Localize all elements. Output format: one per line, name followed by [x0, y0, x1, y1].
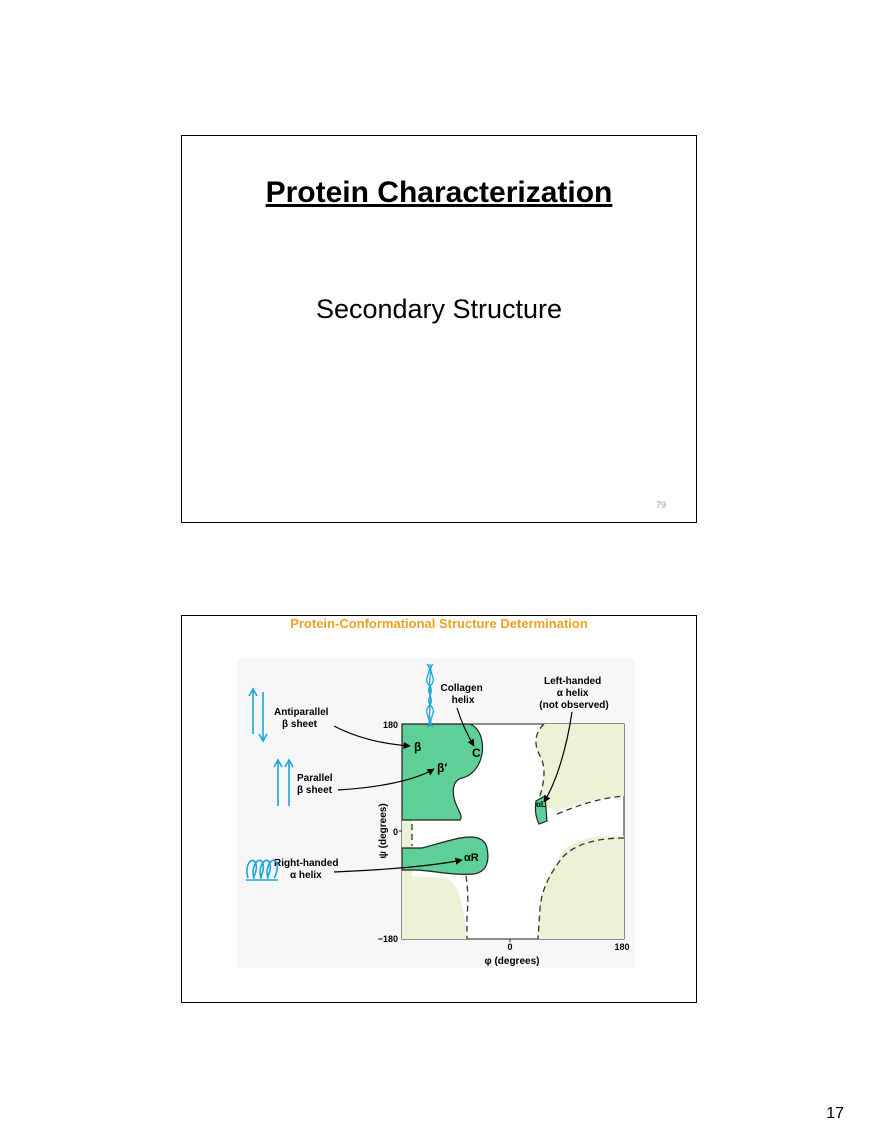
y-tick-0: 0 [392, 827, 398, 837]
x-tick-0: 0 [507, 942, 513, 952]
annotation-collagen: Collagen helix [440, 683, 483, 706]
annotation-parallel: Parallel β sheet [297, 773, 333, 796]
annotation-left-handed: Left-handed α helix (not observed) [539, 676, 609, 711]
y-tick-180: 180 [382, 720, 398, 730]
y-axis-title: ψ (degrees) [378, 803, 389, 859]
slide-ramachandran [181, 615, 697, 1003]
region-label-alpha-r: αR [464, 852, 479, 864]
arrow-antiparallel [334, 726, 410, 746]
region-label-beta-prime: β′ [437, 761, 448, 775]
antiparallel-sheet-icon [249, 689, 267, 741]
x-axis-title: φ (degrees) [484, 956, 540, 967]
ramachandran-plot [182, 616, 696, 1002]
slide-subtitle: Secondary Structure [315, 294, 563, 324]
y-tick-minus-180: −180 [377, 934, 398, 944]
x-tick-180: 180 [614, 942, 630, 952]
region-label-alpha-l: αL [536, 800, 546, 809]
collagen-helix-icon [427, 664, 434, 727]
slide-number: 79 [655, 500, 666, 510]
region-label-collagen: C [472, 746, 481, 760]
page-number: 17 [826, 1105, 844, 1122]
annotation-right-handed: Right-handed α helix [274, 858, 339, 881]
parallel-sheet-icon [274, 760, 293, 806]
annotation-antiparallel: Antiparallel β sheet [274, 707, 329, 730]
region-label-beta: β [414, 740, 422, 754]
slide-title-2: Protein-Conformational Structure Determination [290, 616, 588, 631]
slide-79 [181, 135, 697, 523]
slide-title: Protein Characterization [265, 176, 613, 209]
